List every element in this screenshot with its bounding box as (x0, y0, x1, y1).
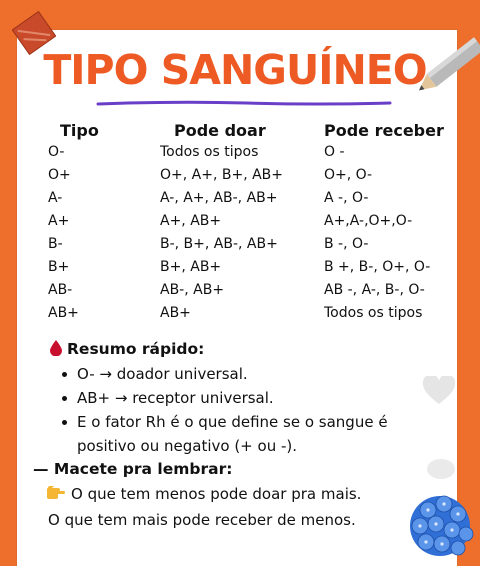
table-row (0, 257, 480, 280)
pointing-hand-icon (46, 486, 66, 500)
header-tipo: Tipo (60, 121, 99, 140)
cell-pode-doar: B+, AB+ (160, 259, 222, 275)
cell-pode-receber: O+, O- (324, 167, 373, 183)
table-row (0, 211, 480, 234)
cell-pode-receber: B -, O- (324, 236, 369, 252)
blood-type-table (0, 142, 480, 326)
cell-pode-doar: A+, AB+ (160, 213, 222, 229)
macete-line-1-text: O que tem menos pode doar pra mais. (71, 485, 362, 503)
cell-pode-doar: O+, A+, B+, AB+ (160, 167, 284, 183)
blood-drop-icon (50, 340, 62, 356)
cell-pode-doar: AB-, AB+ (160, 282, 225, 298)
cell-pode-receber: B +, B-, O+, O- (324, 259, 431, 275)
cell-pode-receber: O - (324, 144, 345, 160)
bullet-dot (62, 372, 67, 377)
title-underline (96, 100, 392, 106)
table-row (0, 280, 480, 303)
summary-heading (50, 340, 204, 358)
list-item (62, 386, 442, 410)
cell-pode-doar: Todos os tipos (160, 144, 259, 160)
list-item (62, 410, 442, 458)
table-row (0, 188, 480, 211)
list-item-text: AB+ → receptor universal. (77, 389, 274, 407)
bullet-dot (62, 420, 67, 425)
cell-tipo: O+ (48, 167, 71, 183)
cell-tipo: AB+ (48, 305, 79, 321)
macete-line-1 (46, 485, 361, 503)
table-row (0, 303, 480, 326)
macete-line-2: O que tem mais pode receber de menos. (48, 511, 356, 529)
bullet-dot (62, 396, 67, 401)
flower-icon (398, 486, 480, 566)
list-item-text: E o fator Rh é o que define se o sangue é positivo ou negativo (+ ou -). (77, 413, 388, 455)
page-title: TIPO SANGUÍNEO (43, 46, 427, 94)
cell-pode-receber: AB -, A-, B-, O- (324, 282, 425, 298)
cell-pode-doar: AB+ (160, 305, 191, 321)
comment-icon (426, 458, 456, 484)
table-header (0, 121, 480, 143)
list-item (62, 362, 442, 386)
table-row (0, 142, 480, 165)
summary-list (62, 362, 442, 458)
header-pode-doar: Pode doar (174, 121, 266, 140)
cell-tipo: O- (48, 144, 65, 160)
table-row (0, 234, 480, 257)
cell-pode-receber: A+,A-,O+,O- (324, 213, 413, 229)
cell-tipo: AB- (48, 282, 73, 298)
heart-icon (422, 376, 456, 406)
cell-pode-doar: A-, A+, AB-, AB+ (160, 190, 278, 206)
cell-pode-doar: B-, B+, AB-, AB+ (160, 236, 278, 252)
cell-tipo: A+ (48, 213, 70, 229)
cell-pode-receber: A -, O- (324, 190, 369, 206)
list-item-text: O- → doador universal. (77, 365, 248, 383)
cell-pode-receber: Todos os tipos (324, 305, 423, 321)
table-row (0, 165, 480, 188)
header-pode-receber: Pode receber (324, 121, 444, 140)
cell-tipo: A- (48, 190, 63, 206)
cell-tipo: B+ (48, 259, 70, 275)
macete-heading: — Macete pra lembrar: (33, 460, 233, 478)
cell-tipo: B- (48, 236, 63, 252)
summary-heading-text: Resumo rápido: (67, 340, 205, 358)
